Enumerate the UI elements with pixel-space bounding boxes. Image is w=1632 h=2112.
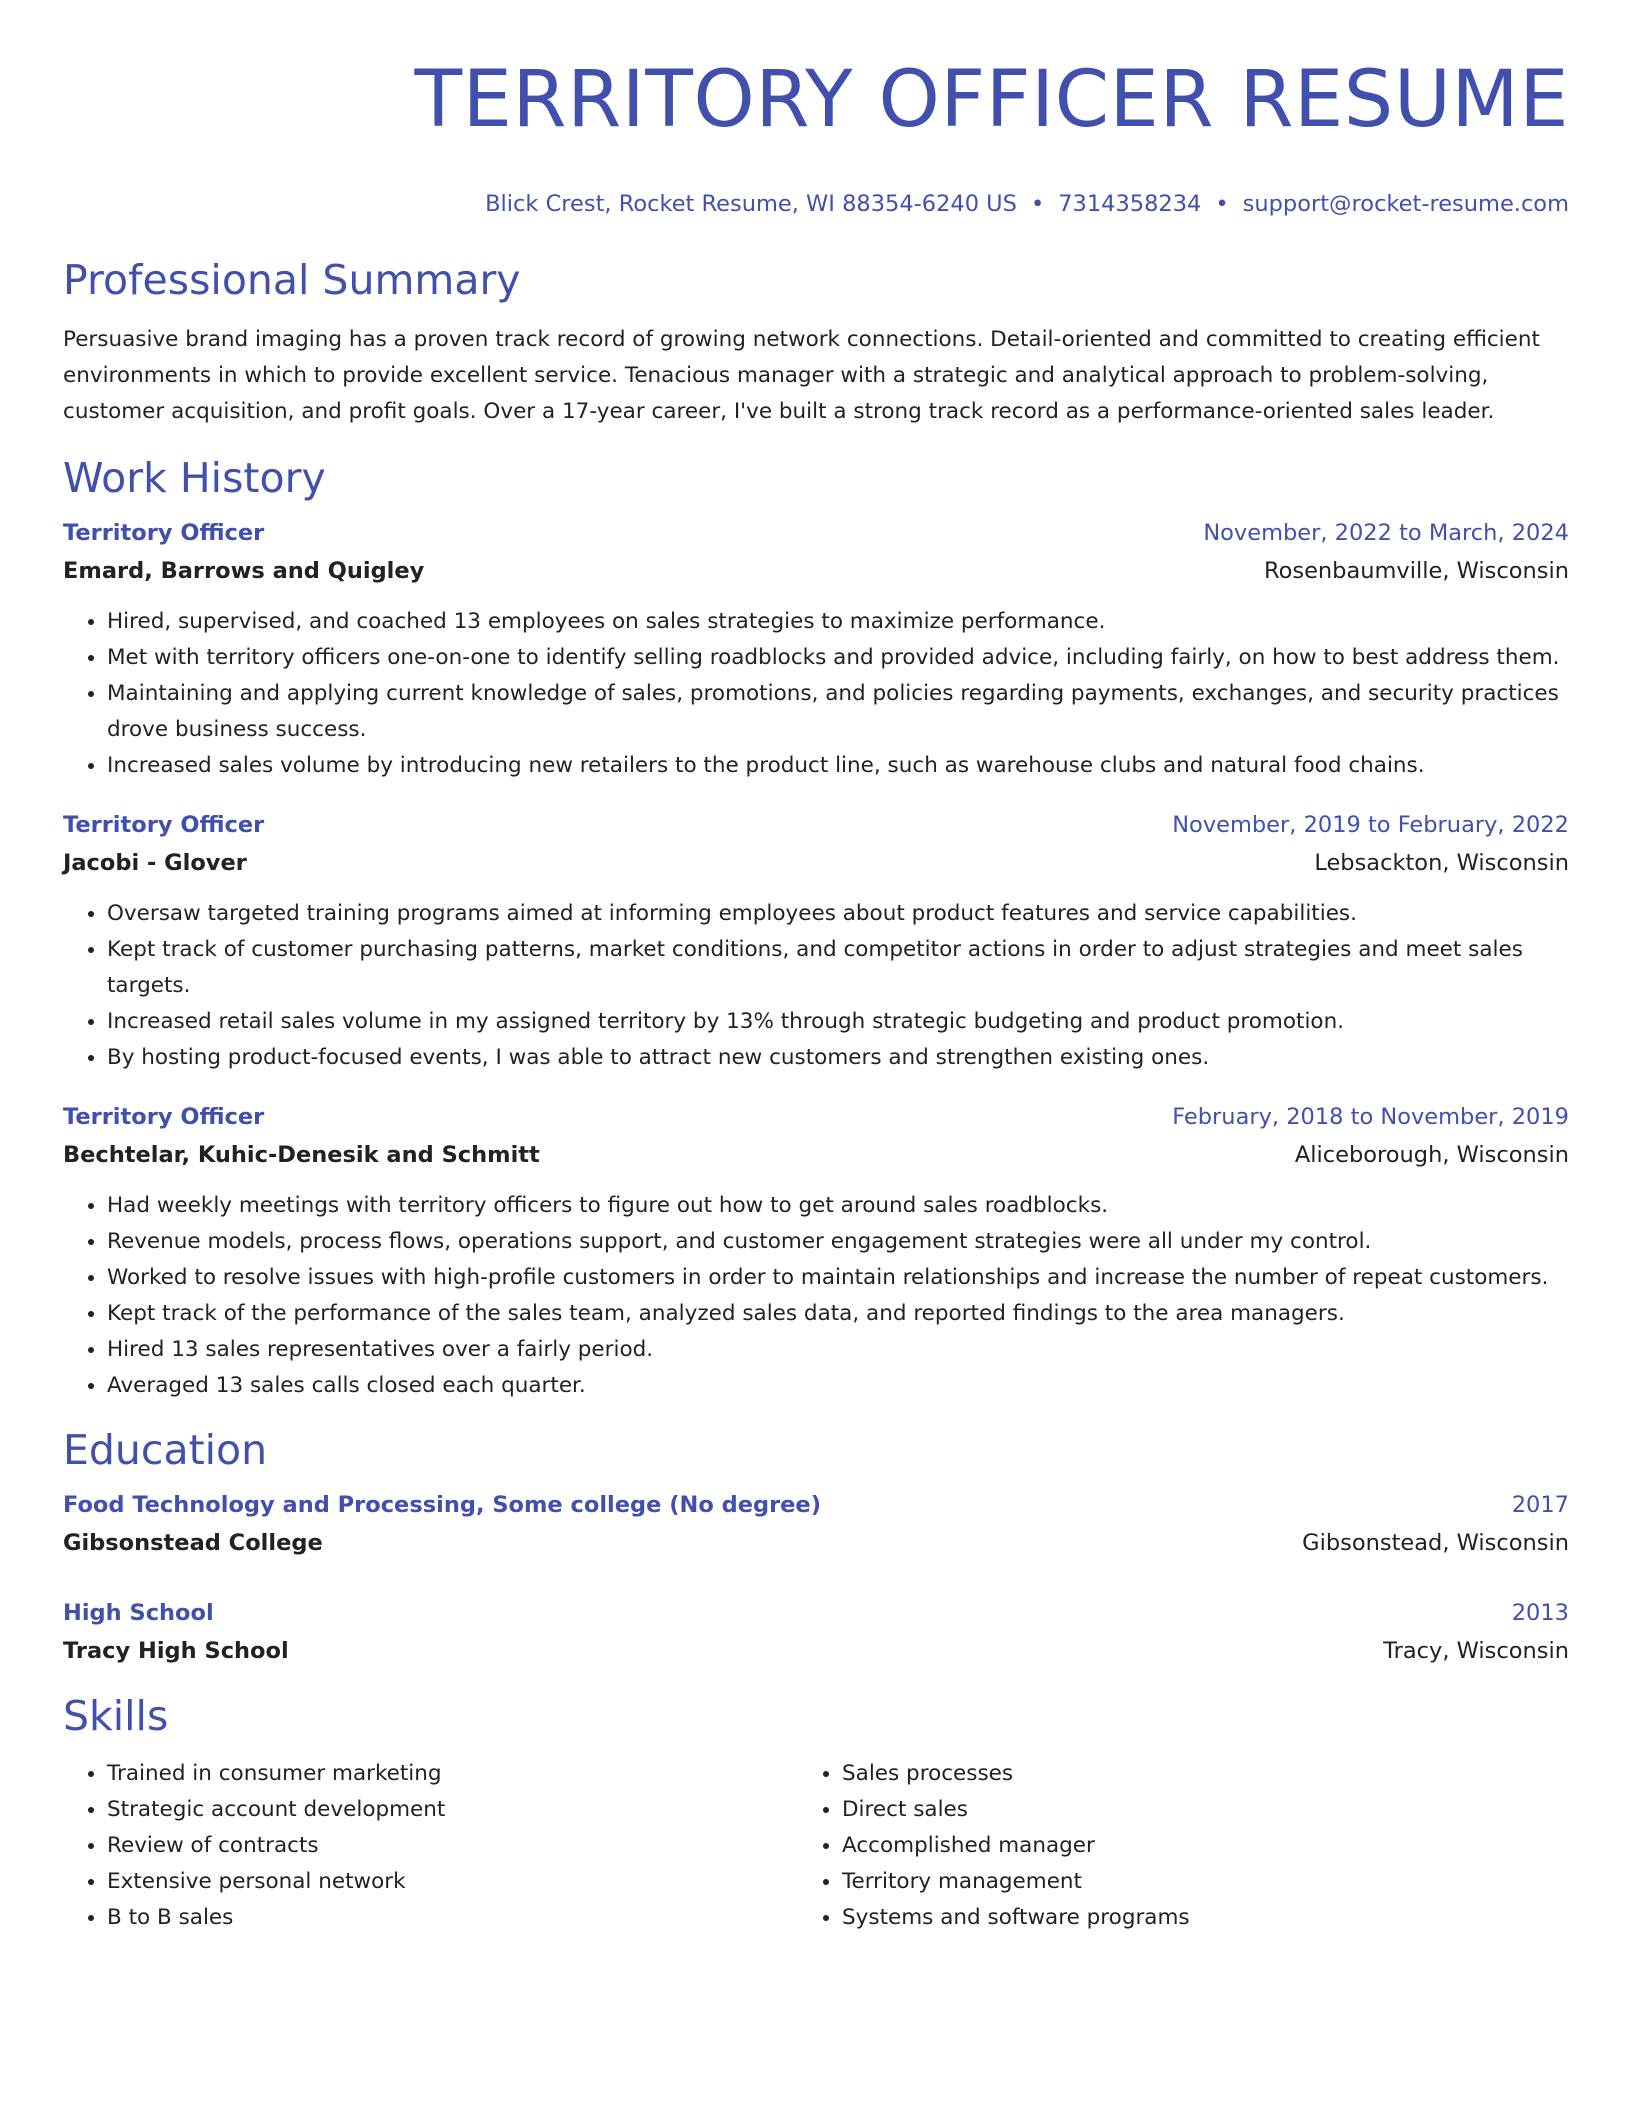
job-bullets: [63, 604, 1569, 784]
job-title: Territory Officer: [63, 520, 265, 546]
list-item: • Maintaining and applying current knowledge of sales, promotions, and policies regarding payments, exchanges, and security practices drove business success.: [107, 676, 1569, 748]
job-location: Lebsackton, Wisconsin: [1314, 850, 1569, 876]
list-item: • By hosting product-focused events, I was able to attract new customers and strengthen existing ones.: [107, 1040, 1569, 1076]
list-item: • Averaged 13 sales calls closed each quarter.: [107, 1368, 1569, 1404]
list-item: • Kept track of customer purchasing patterns, market conditions, and competitor actions in order to adjust strategies and meet sales targets.: [107, 932, 1569, 1004]
skill-item: • Territory management: [842, 1864, 1533, 1900]
job-location: Rosenbaumville, Wisconsin: [1263, 558, 1569, 584]
education-location: Gibsonstead, Wisconsin: [1302, 1530, 1569, 1556]
job-dates: November, 2022 to March, 2024: [1203, 520, 1569, 546]
skill-item: • Extensive personal network: [107, 1864, 798, 1900]
job-dates: February, 2018 to November, 2019: [1172, 1104, 1569, 1130]
summary-heading: Professional Summary: [63, 256, 521, 304]
skill-item: • Direct sales: [842, 1792, 1533, 1828]
skill-item: • Trained in consumer marketing: [107, 1756, 798, 1792]
list-item: • Kept track of the performance of the sales team, analyzed sales data, and reported findings to the area managers.: [107, 1296, 1569, 1332]
skill-item: • B to B sales: [107, 1900, 798, 1936]
skill-item: • Review of contracts: [107, 1828, 798, 1864]
education-degree: High School: [63, 1600, 214, 1626]
education-entry: [63, 1486, 1569, 1562]
list-item: • Hired, supervised, and coached 13 employees on sales strategies to maximize performance.: [107, 604, 1569, 640]
skills-list: [63, 1756, 1569, 1936]
skill-item: • Accomplished manager: [842, 1828, 1533, 1864]
education-entry: [63, 1594, 1569, 1670]
skills-column-left: [63, 1756, 798, 1936]
education-location: Tracy, Wisconsin: [1383, 1638, 1569, 1664]
contact-email[interactable]: support@rocket-resume.com: [1242, 191, 1569, 217]
skills-column-right: [798, 1756, 1533, 1936]
job-dates: November, 2019 to February, 2022: [1172, 812, 1569, 838]
contact-separator: •: [1215, 191, 1229, 217]
skill-item: • Sales processes: [842, 1756, 1533, 1792]
job-bullets: [63, 1188, 1569, 1404]
skill-item: • Strategic account development: [107, 1792, 798, 1828]
contact-line: [63, 188, 1569, 220]
job-company: Bechtelar, Kuhic-Denesik and Schmitt: [63, 1142, 540, 1168]
education-year: 2017: [1511, 1492, 1569, 1518]
education-heading: Education: [63, 1426, 268, 1474]
list-item: • Hired 13 sales representatives over a fairly period.: [107, 1332, 1569, 1368]
resume-name: TERRITORY OFFICER RESUME: [414, 55, 1569, 145]
contact-separator: •: [1030, 191, 1045, 217]
list-item: • Oversaw targeted training programs aimed at informing employees about product features and service capabilities.: [107, 896, 1569, 932]
job-title: Territory Officer: [63, 812, 265, 838]
education-school: Gibsonstead College: [63, 1530, 323, 1556]
education-year: 2013: [1511, 1600, 1569, 1626]
job-entry: [63, 806, 1569, 1076]
contact-phone: 7314358234: [1058, 191, 1202, 217]
skills-heading: Skills: [63, 1692, 169, 1740]
list-item: • Increased sales volume by introducing new retailers to the product line, such as warehouse clubs and natural food chains.: [107, 748, 1569, 784]
education-school: Tracy High School: [63, 1638, 289, 1664]
contact-address: Blick Crest, Rocket Resume, WI 88354-6240 US: [485, 191, 1017, 217]
list-item: • Met with territory officers one-on-one to identify selling roadblocks and provided advice, including fairly, on how to best address them.: [107, 640, 1569, 676]
list-item: • Had weekly meetings with territory officers to figure out how to get around sales roadblocks.: [107, 1188, 1569, 1224]
job-location: Aliceborough, Wisconsin: [1294, 1142, 1569, 1168]
list-item: • Revenue models, process flows, operations support, and customer engagement strategies were all under my control.: [107, 1224, 1569, 1260]
job-company: Jacobi - Glover: [63, 850, 247, 876]
list-item: • Increased retail sales volume in my assigned territory by 13% through strategic budgeting and product promotion.: [107, 1004, 1569, 1040]
job-entry: [63, 514, 1569, 784]
job-title: Territory Officer: [63, 1104, 265, 1130]
skill-item: • Systems and software programs: [842, 1900, 1533, 1936]
work-history-heading: Work History: [63, 454, 326, 502]
list-item: • Worked to resolve issues with high-profile customers in order to maintain relationships and increase the number of repeat customers.: [107, 1260, 1569, 1296]
job-bullets: [63, 896, 1569, 1076]
job-company: Emard, Barrows and Quigley: [63, 558, 425, 584]
job-entry: [63, 1098, 1569, 1404]
summary-text: Persuasive brand imaging has a proven track record of growing network connections. Detail-oriented and committed to creating efficient environments in which to provide excellent service. Tenacious manager with a strategic and analytical approach to problem-solving, customer acquisition, and profit goals. Over a 17-year career, I've built a strong track record as a performance-oriented sales leader.: [63, 327, 1540, 424]
education-degree: Food Technology and Processing, Some college (No degree): [63, 1492, 821, 1518]
